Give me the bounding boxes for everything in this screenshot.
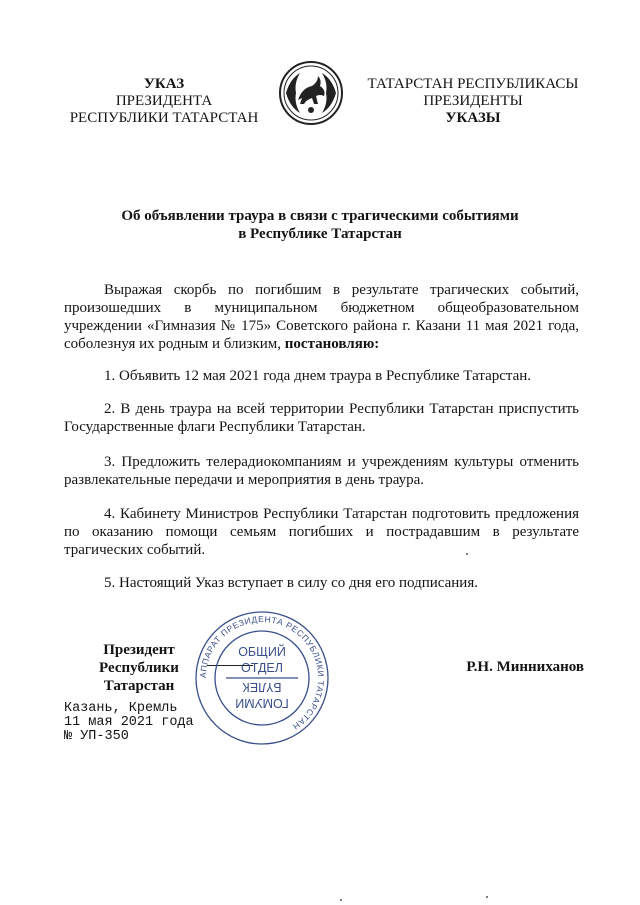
item-1 [64,367,579,385]
header-right-line: ТАТАРСТАН РЕСПУБЛИКАСЫ [367,76,579,92]
stamp-line: ОБЩИЙ [238,645,286,659]
header-left-line: РЕСПУБЛИКИ ТАТАРСТАН [69,110,259,126]
official-stamp [192,608,332,748]
item-text: 2. В день траура на всей территории Республики Татарстан приспустить Государственные флаги Республики Татарстан. [64,401,579,435]
place-line: Казань, Кремль [64,701,178,716]
header-left-line: ПРЕЗИДЕНТА [115,93,213,109]
scan-speck [340,899,342,901]
number-line: № УП-350 [64,729,129,744]
item-text: 4. Кабинету Министров Республики Татарстан подготовить предложения по оказанию помощи семьям погибших и пострадавшим в результате трагических событий. [64,506,579,558]
item-text: 3. Предложить телерадиокомпаниям и учреждениям культуры отменить развлекательные передачи и мероприятия в день траура. [64,454,579,488]
item-text: 5. Настоящий Указ вступает в силу со дня его подписания. [104,575,478,591]
item-5 [64,574,579,592]
tatarstan-coat-of-arms-icon [278,60,344,126]
title-line: в Республике Татарстан [238,226,402,242]
place-date-number [64,702,194,744]
item-3 [64,453,579,489]
header-russian [58,76,270,127]
stamp-line: ГОМУМИ [235,696,289,710]
preamble [64,281,579,353]
item-4 [64,505,579,559]
stamp-line: ОТДЕЛ [241,661,283,675]
scan-speck [486,896,488,898]
preamble-text: Выражая скорбь по погибшим в результате трагических событий, произошедших в муниципальном бюджетном общеобразовательном учреждении «Гимназия № 175» Советского района г. Казани 11 мая 2021 года, соболезнуя их родным и близким, [64,282,579,352]
scan-speck [466,553,468,555]
header-right-line: ПРЕЗИДЕНТЫ [423,93,523,109]
title-line: Об объявлении траура в связи с трагическими событиями [121,208,519,224]
stamp-ring-text: АППАРАТ ПРЕЗИДЕНТА РЕСПУБЛИКИ ТАТАРСТАН [197,613,327,733]
date-line: 11 мая 2021 года [64,715,194,730]
header-left-line: УКАЗ [143,76,185,92]
item-text: 1. Объявить 12 мая 2021 года днем траура в Республике Татарстан. [104,368,532,384]
signatory-name: Р.Н. Минниханов [466,659,584,675]
header-tatar [352,76,594,127]
header-right-line: УКАЗЫ [445,110,501,126]
preamble-keyword: постановляю: [284,336,380,352]
decree-title [60,207,580,243]
signatory-line: Республики Татарстан [99,660,179,694]
signatory-line: Президент [103,642,175,658]
stamp-line: БҮЛЕК [242,680,282,694]
item-2 [64,400,579,436]
